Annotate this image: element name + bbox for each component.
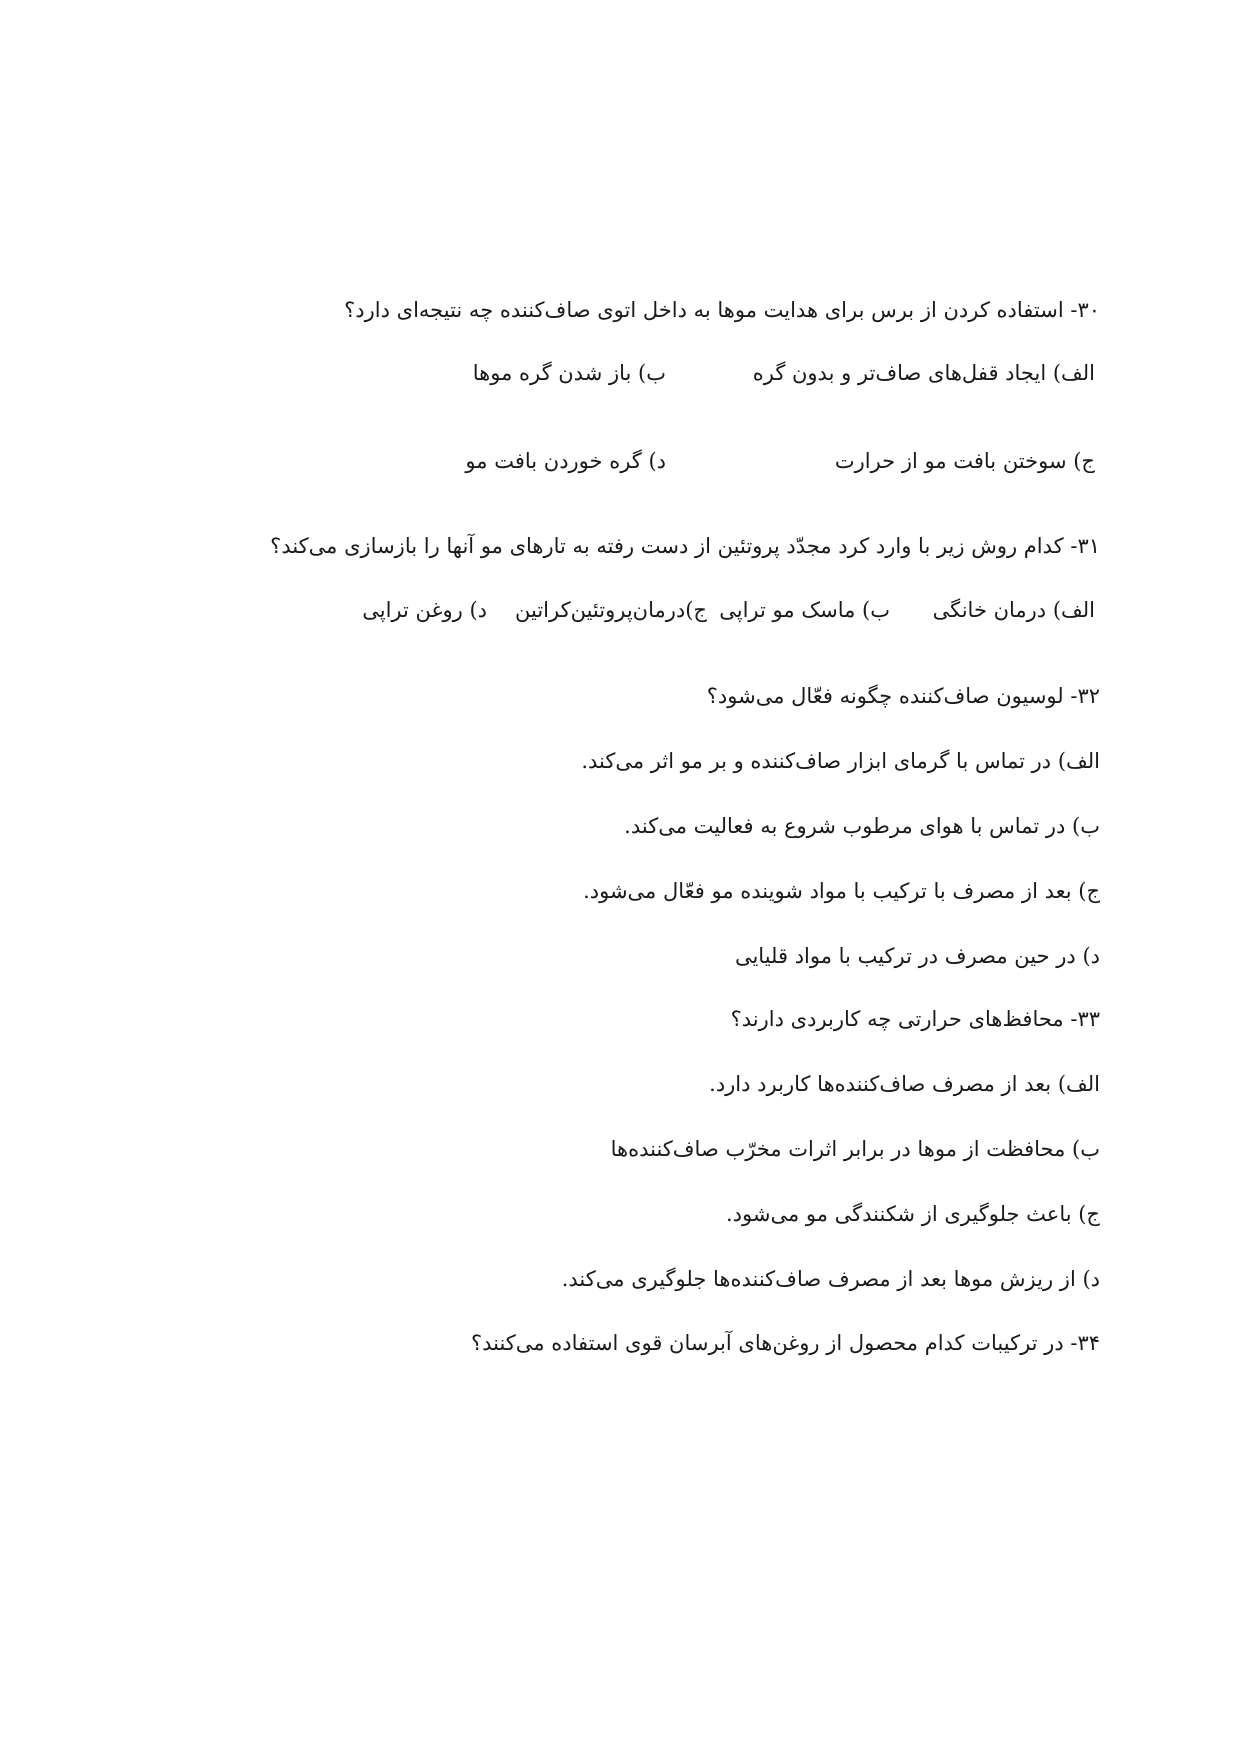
question-30-option-d: د) گره خوردن بافت مو — [465, 449, 666, 473]
question-30-option-a: الف) ایجاد قفل‌های صاف‌تر و بدون گره — [752, 361, 1095, 385]
question-31-text: ۳۱- کدام روش زیر با وارد کرد مجدّد پروتئین از دست رفته به تارهای مو آنها را بازسازی می‌کند؟ — [270, 534, 1100, 558]
question-30-text: ۳۰- استفاده کردن از برس برای هدایت موها به داخل اتوی صاف‌کننده چه نتیجه‌ای دارد؟ — [344, 298, 1100, 322]
question-34-text: ۳۴- در ترکیبات کدام محصول از روغن‌های آبرسان قوی استفاده می‌کنند؟ — [470, 1331, 1100, 1355]
question-32-option-c: ج) بعد از مصرف با ترکیب با مواد شوینده مو فعّال می‌شود. — [583, 879, 1100, 903]
question-33-option-c: ج) باعث جلوگیری از شکنندگی مو می‌شود. — [725, 1202, 1100, 1226]
question-33-text: ۳۳- محافظ‌های حرارتی چه کاربردی دارند؟ — [730, 1007, 1100, 1031]
question-30-option-c: ج) سوختن بافت مو از حرارت — [834, 449, 1095, 473]
question-31-option-d: د) روغن تراپی — [362, 598, 487, 622]
question-32-option-b: ب) در تماس با هوای مرطوب شروع به فعالیت می‌کند. — [624, 814, 1100, 838]
question-32-option-a: الف) در تماس با گرمای ابزار صاف‌کننده و بر مو اثر می‌کند. — [581, 749, 1100, 773]
question-33-option-a: الف) بعد از مصرف صاف‌کننده‌ها کاربرد دارد. — [709, 1072, 1100, 1096]
question-32-option-d: د) در حین مصرف در ترکیب با مواد قلیایی — [734, 944, 1100, 968]
question-32-text: ۳۲- لوسیون صاف‌کننده چگونه فعّال می‌شود؟ — [706, 684, 1100, 708]
question-31-option-a: الف) درمان خانگی — [932, 598, 1095, 622]
question-31-option-c: ج)درمان‌پروتئین‌کراتین — [515, 598, 707, 622]
question-31-option-b: ب) ماسک مو تراپی — [719, 598, 890, 622]
question-30-option-b: ب) باز شدن گره موها — [472, 361, 666, 385]
question-33-option-b: ب) محافظت از موها در برابر اثرات مخرّب صاف‌کننده‌ها — [610, 1137, 1100, 1161]
question-33-option-d: د) از ریزش موها بعد از مصرف صاف‌کننده‌ها جلوگیری می‌کند. — [561, 1267, 1100, 1291]
